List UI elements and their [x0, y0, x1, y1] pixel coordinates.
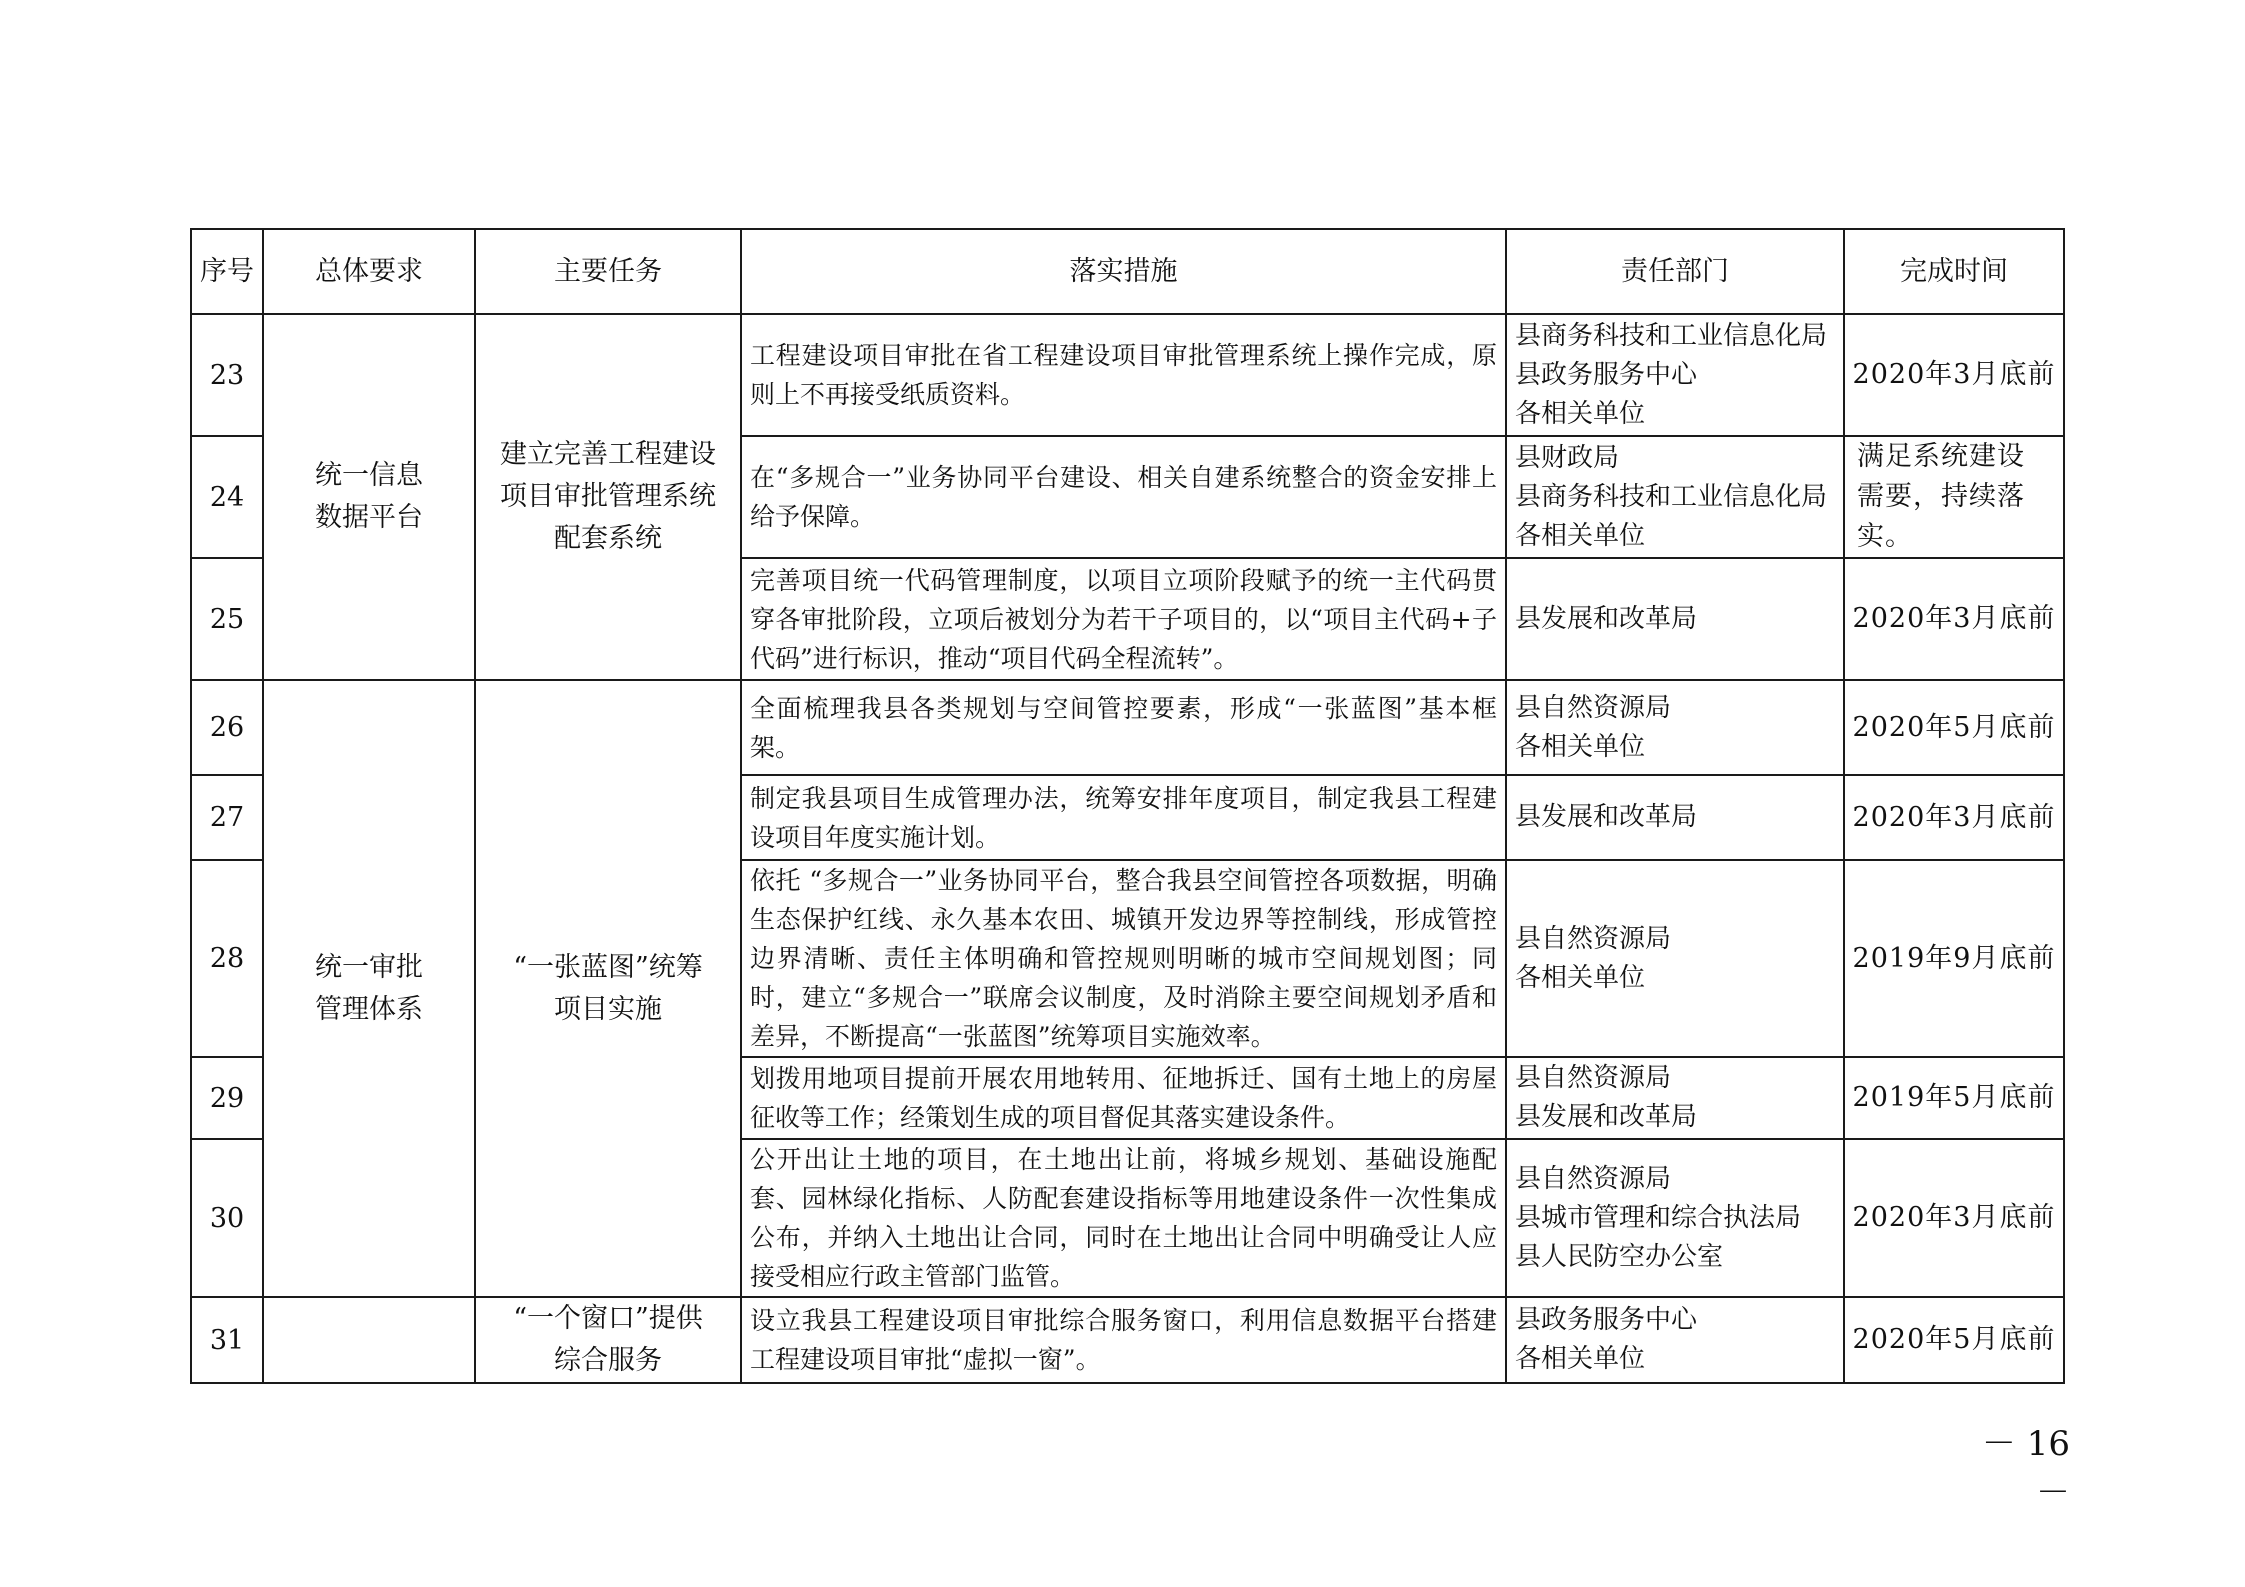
deadline-cell: 2020年3月底前	[1844, 558, 2064, 680]
row-number: 30	[191, 1139, 263, 1297]
table-row	[191, 314, 2064, 436]
header-no: 序号	[191, 229, 263, 314]
deadline-cell: 2020年5月底前	[1844, 1297, 2064, 1383]
measure-cell: 工程建设项目审批在省工程建设项目审批管理系统上操作完成，原则上不再接受纸质资料。	[741, 314, 1506, 436]
table-row	[191, 680, 2064, 775]
requirement-cell: 统一信息 数据平台	[263, 314, 475, 680]
row-number: 23	[191, 314, 263, 436]
department-cell: 县发展和改革局	[1506, 558, 1844, 680]
department-cell: 县自然资源局 各相关单位	[1506, 680, 1844, 775]
header-deadline: 完成时间	[1844, 229, 2064, 314]
measure-cell: 划拨用地项目提前开展农用地转用、征地拆迁、国有土地上的房屋征收等工作；经策划生成的项目督促其落实建设条件。	[741, 1057, 1506, 1139]
row-number: 28	[191, 860, 263, 1057]
page-number: － 16 －	[1981, 1424, 2070, 1513]
requirement-cell-empty	[263, 1297, 475, 1383]
header-requirement: 总体要求	[263, 229, 475, 314]
department-cell: 县自然资源局 县城市管理和综合执法局 县人民防空办公室	[1506, 1139, 1844, 1297]
requirement-cell: 统一审批 管理体系	[263, 680, 475, 1297]
row-number: 25	[191, 558, 263, 680]
task-cell: “一张蓝图”统筹 项目实施	[475, 680, 741, 1297]
row-number: 27	[191, 775, 263, 860]
task-cell: “一个窗口”提供 综合服务	[475, 1297, 741, 1383]
measure-cell: 全面梳理我县各类规划与空间管控要素，形成“一张蓝图”基本框架。	[741, 680, 1506, 775]
deadline-cell: 2020年3月底前	[1844, 1139, 2064, 1297]
department-cell: 县财政局 县商务科技和工业信息化局 各相关单位	[1506, 436, 1844, 558]
row-number: 31	[191, 1297, 263, 1383]
measure-cell: 设立我县工程建设项目审批综合服务窗口，利用信息数据平台搭建工程建设项目审批“虚拟一窗”。	[741, 1297, 1506, 1383]
header-task: 主要任务	[475, 229, 741, 314]
row-number: 24	[191, 436, 263, 558]
task-cell: 建立完善工程建设 项目审批管理系统 配套系统	[475, 314, 741, 680]
row-number: 29	[191, 1057, 263, 1139]
header-department: 责任部门	[1506, 229, 1844, 314]
deadline-cell: 2020年3月底前	[1844, 314, 2064, 436]
task-table	[190, 228, 2065, 1384]
measure-cell: 依托 “多规合一”业务协同平台，整合我县空间管控各项数据，明确生态保护红线、永久基本农田、城镇开发边界等控制线，形成管控边界清晰、责任主体明确和管控规则明晰的城市空间规划图；同时，建立“多规合一”联席会议制度，及时消除主要空间规划矛盾和差异，不断提高“一张蓝图”统筹项目实施效率。	[741, 860, 1506, 1057]
deadline-cell: 满足系统建设需要，持续落实。	[1844, 436, 2064, 558]
table-row	[191, 1297, 2064, 1383]
measure-cell: 完善项目统一代码管理制度，以项目立项阶段赋予的统一主代码贯穿各审批阶段，立项后被划分为若干子项目的，以“项目主代码+子代码”进行标识，推动“项目代码全程流转”。	[741, 558, 1506, 680]
header-measure: 落实措施	[741, 229, 1506, 314]
deadline-cell: 2019年5月底前	[1844, 1057, 2064, 1139]
measure-cell: 制定我县项目生成管理办法，统筹安排年度项目，制定我县工程建设项目年度实施计划。	[741, 775, 1506, 860]
department-cell: 县发展和改革局	[1506, 775, 1844, 860]
measure-cell: 在“多规合一”业务协同平台建设、相关自建系统整合的资金安排上给予保障。	[741, 436, 1506, 558]
department-cell: 县商务科技和工业信息化局 县政务服务中心 各相关单位	[1506, 314, 1844, 436]
department-cell: 县自然资源局 各相关单位	[1506, 860, 1844, 1057]
table-header-row	[191, 229, 2064, 314]
measure-cell: 公开出让土地的项目，在土地出让前，将城乡规划、基础设施配套、园林绿化指标、人防配套建设指标等用地建设条件一次性集成公布，并纳入土地出让合同，同时在土地出让合同中明确受让人应接受相应行政主管部门监管。	[741, 1139, 1506, 1297]
deadline-cell: 2020年3月底前	[1844, 775, 2064, 860]
department-cell: 县政务服务中心 各相关单位	[1506, 1297, 1844, 1383]
deadline-cell: 2020年5月底前	[1844, 680, 2064, 775]
row-number: 26	[191, 680, 263, 775]
department-cell: 县自然资源局 县发展和改革局	[1506, 1057, 1844, 1139]
deadline-cell: 2019年9月底前	[1844, 860, 2064, 1057]
